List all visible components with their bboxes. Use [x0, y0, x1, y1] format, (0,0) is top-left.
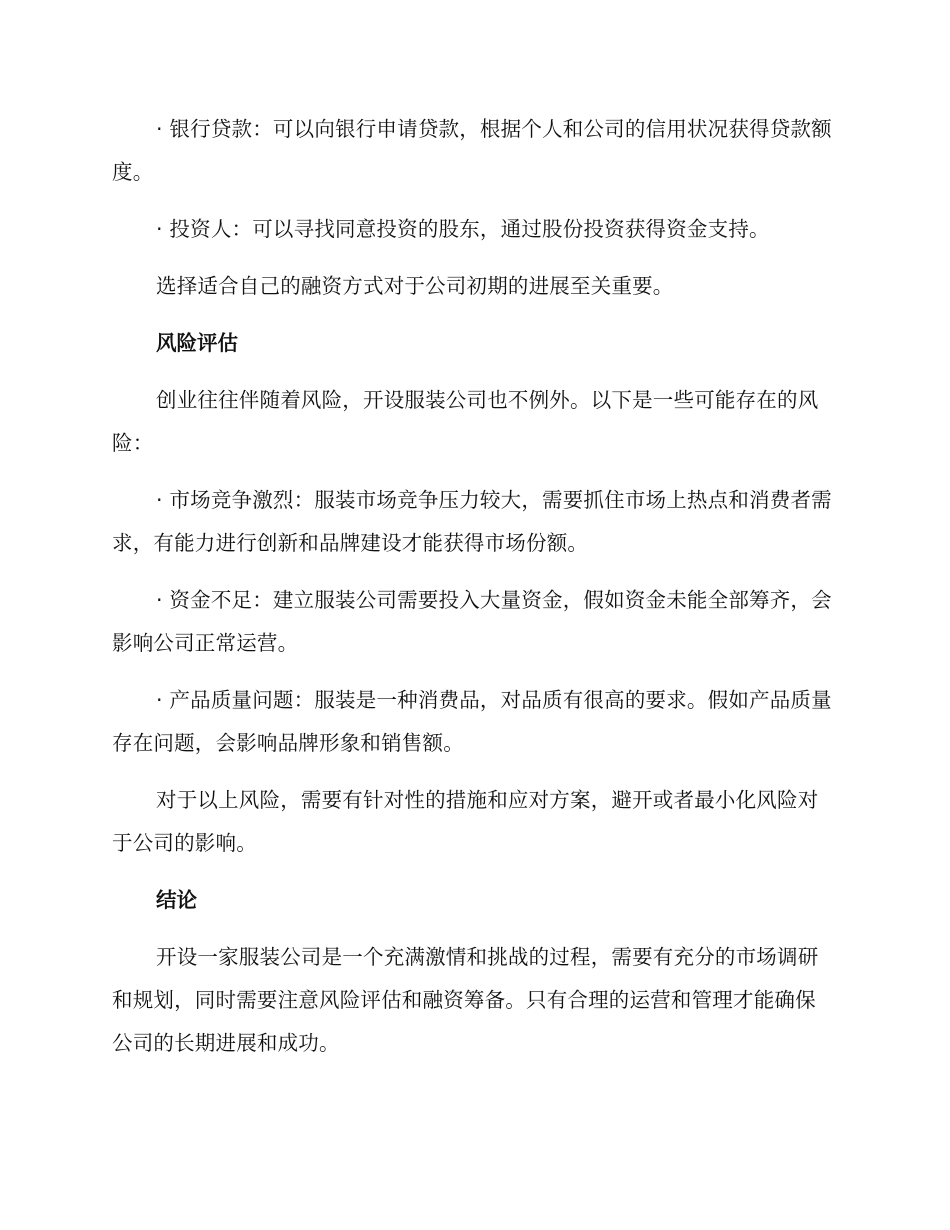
- risk-intro-paragraph: 创业往往伴随着风险，开设服装公司也不例外。以下是一些可能存在的风险：: [112, 388, 819, 455]
- bullet-product-quality: · 产品质量问题：服装是一种消费品，对品质有很高的要求。假如产品质量存在问题，会影响品牌形象和销售额。: [112, 688, 832, 755]
- bullet-market-competition: · 市场竞争激烈：服装市场竞争压力较大，需要抓住市场上热点和消费者需求，有能力进行创新和品牌建设才能获得市场份额。: [112, 488, 832, 555]
- conclusion-heading: 结论: [156, 888, 197, 912]
- risk-assessment-heading: 风险评估: [156, 331, 238, 355]
- financing-summary-paragraph: 选择适合自己的融资方式对于公司初期的进展至关重要。: [156, 274, 674, 298]
- document-page: [112, 108, 834, 1065]
- conclusion-paragraph: 开设一家服装公司是一个充满激情和挑战的过程，需要有充分的市场调研和规划，同时需要注意风险评估和融资筹备。只有合理的运营和管理才能确保公司的长期进展和成功。: [112, 945, 819, 1055]
- bullet-insufficient-funds: · 资金不足：建立服装公司需要投入大量资金，假如资金未能全部筹齐，会影响公司正常运营。: [112, 588, 832, 655]
- bullet-bank-loan: · 银行贷款：可以向银行申请贷款，根据个人和公司的信用状况获得贷款额度。: [112, 117, 832, 184]
- risk-response-paragraph: 对于以上风险，需要有针对性的措施和应对方案，避开或者最小化风险对于公司的影响。: [112, 788, 819, 855]
- bullet-investors: · 投资人：可以寻找同意投资的股东，通过股份投资获得资金支持。: [156, 217, 770, 241]
